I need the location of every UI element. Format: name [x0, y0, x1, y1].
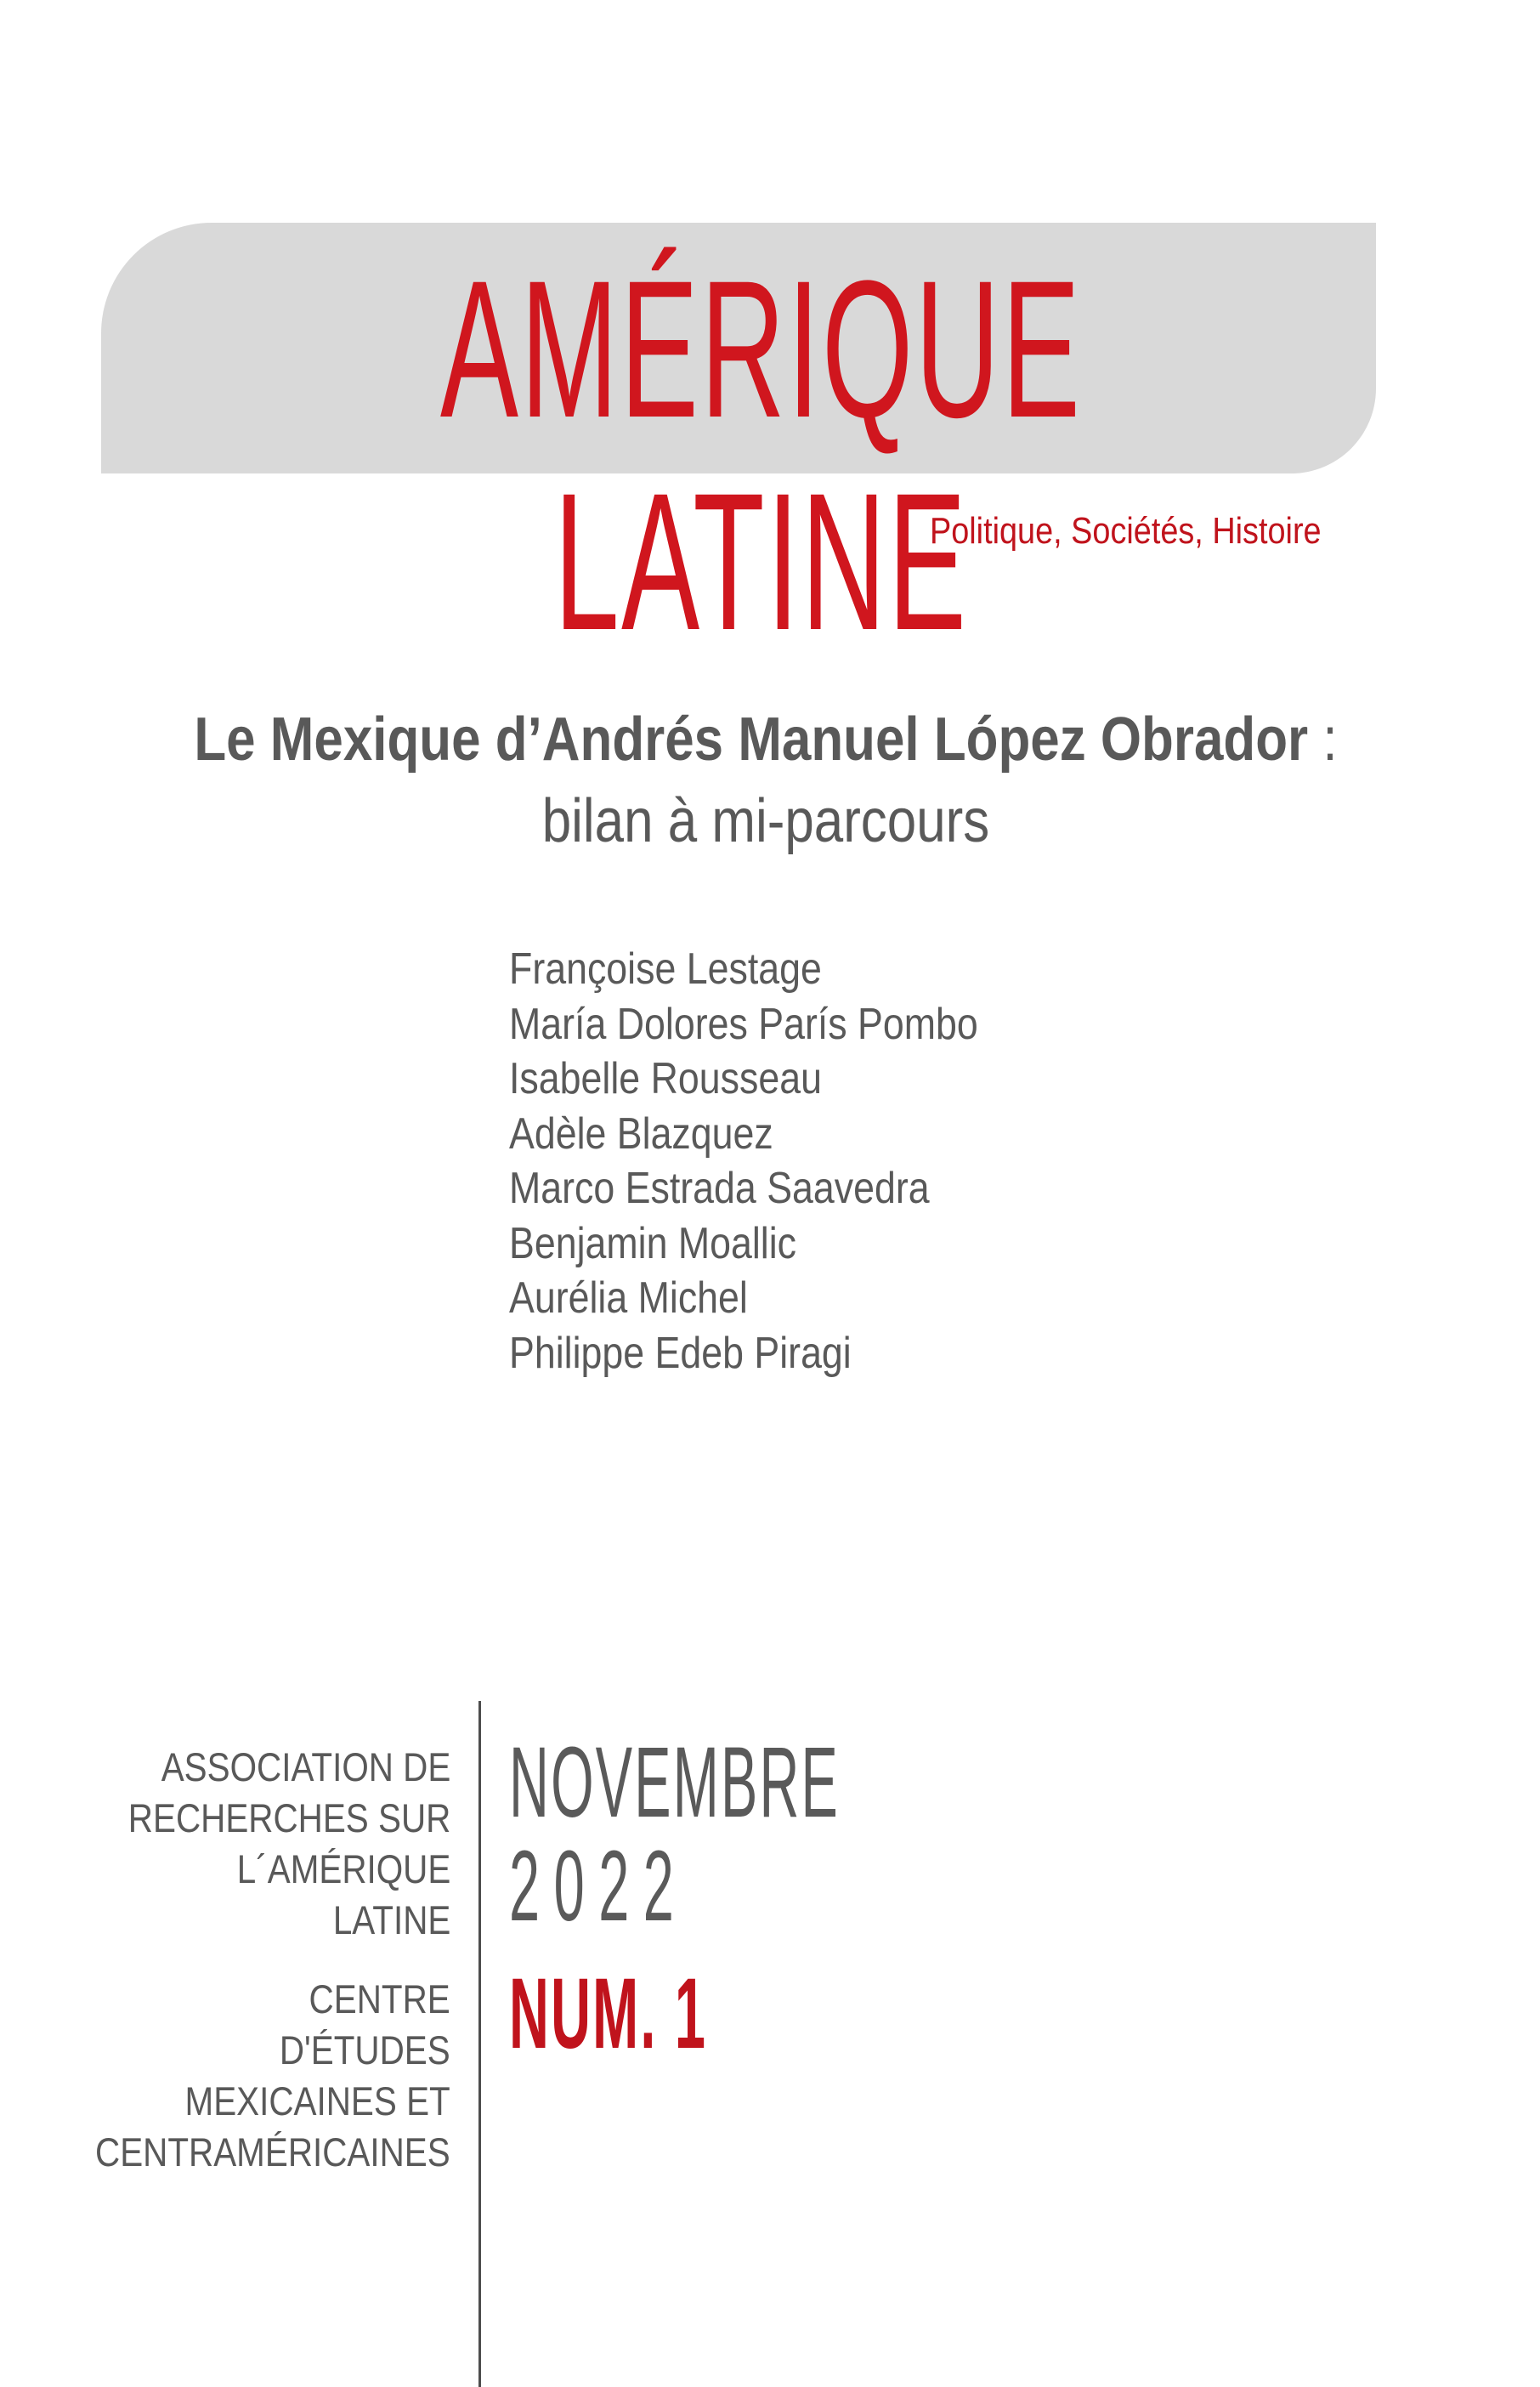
author-name: María Dolores París Pombo: [509, 999, 978, 1049]
publisher-line: MEXICAINES ET: [184, 2078, 450, 2123]
journal-subtitle: Politique, Sociétés, Histoire: [930, 510, 1322, 552]
author-name: Adèle Blazquez: [509, 1108, 773, 1159]
issue-number: NUM. 1: [509, 1958, 708, 2070]
publisher-line: RECHERCHES SUR: [127, 1795, 450, 1840]
publisher-line: D'ÉTUDES: [280, 2027, 450, 2072]
issue-title-line-2: bilan à mi-parcours: [541, 787, 990, 855]
publisher-line: CENTRAMÉRICAINES: [95, 2129, 450, 2174]
issue-year: 2022: [509, 1830, 688, 1942]
issue-title-main: Le Mexique d’Andrés Manuel López Obrador: [194, 706, 1309, 774]
author-name: Marco Estrada Saavedra: [509, 1164, 930, 1213]
vertical-divider: [478, 1701, 481, 2387]
issue-month: NOVEMBRE: [509, 1726, 841, 1839]
issue-info: [509, 1726, 1110, 2070]
issue-title: [0, 699, 1540, 862]
issue-title-line-1: [104, 699, 1428, 780]
publisher-line: CENTRE: [309, 1976, 450, 2021]
author-name: Françoise Lestage: [509, 944, 822, 994]
issue-title-colon: :: [1308, 706, 1338, 774]
author-list: [509, 942, 1055, 1381]
author-name: Benjamin Moallic: [509, 1218, 797, 1268]
author-name: Isabelle Rousseau: [509, 1054, 822, 1103]
publisher-association: [76, 1742, 450, 1946]
publisher-line: L´AMÉRIQUE: [236, 1846, 450, 1891]
journal-title: AMÉRIQUE LATINE: [439, 240, 1083, 671]
author-name: Aurélia Michel: [509, 1273, 748, 1323]
publisher-centre: [37, 1974, 450, 2178]
publisher-line: ASSOCIATION DE: [161, 1744, 450, 1789]
publisher-line: LATINE: [332, 1897, 450, 1942]
author-name: Philippe Edeb Piragi: [509, 1328, 852, 1378]
